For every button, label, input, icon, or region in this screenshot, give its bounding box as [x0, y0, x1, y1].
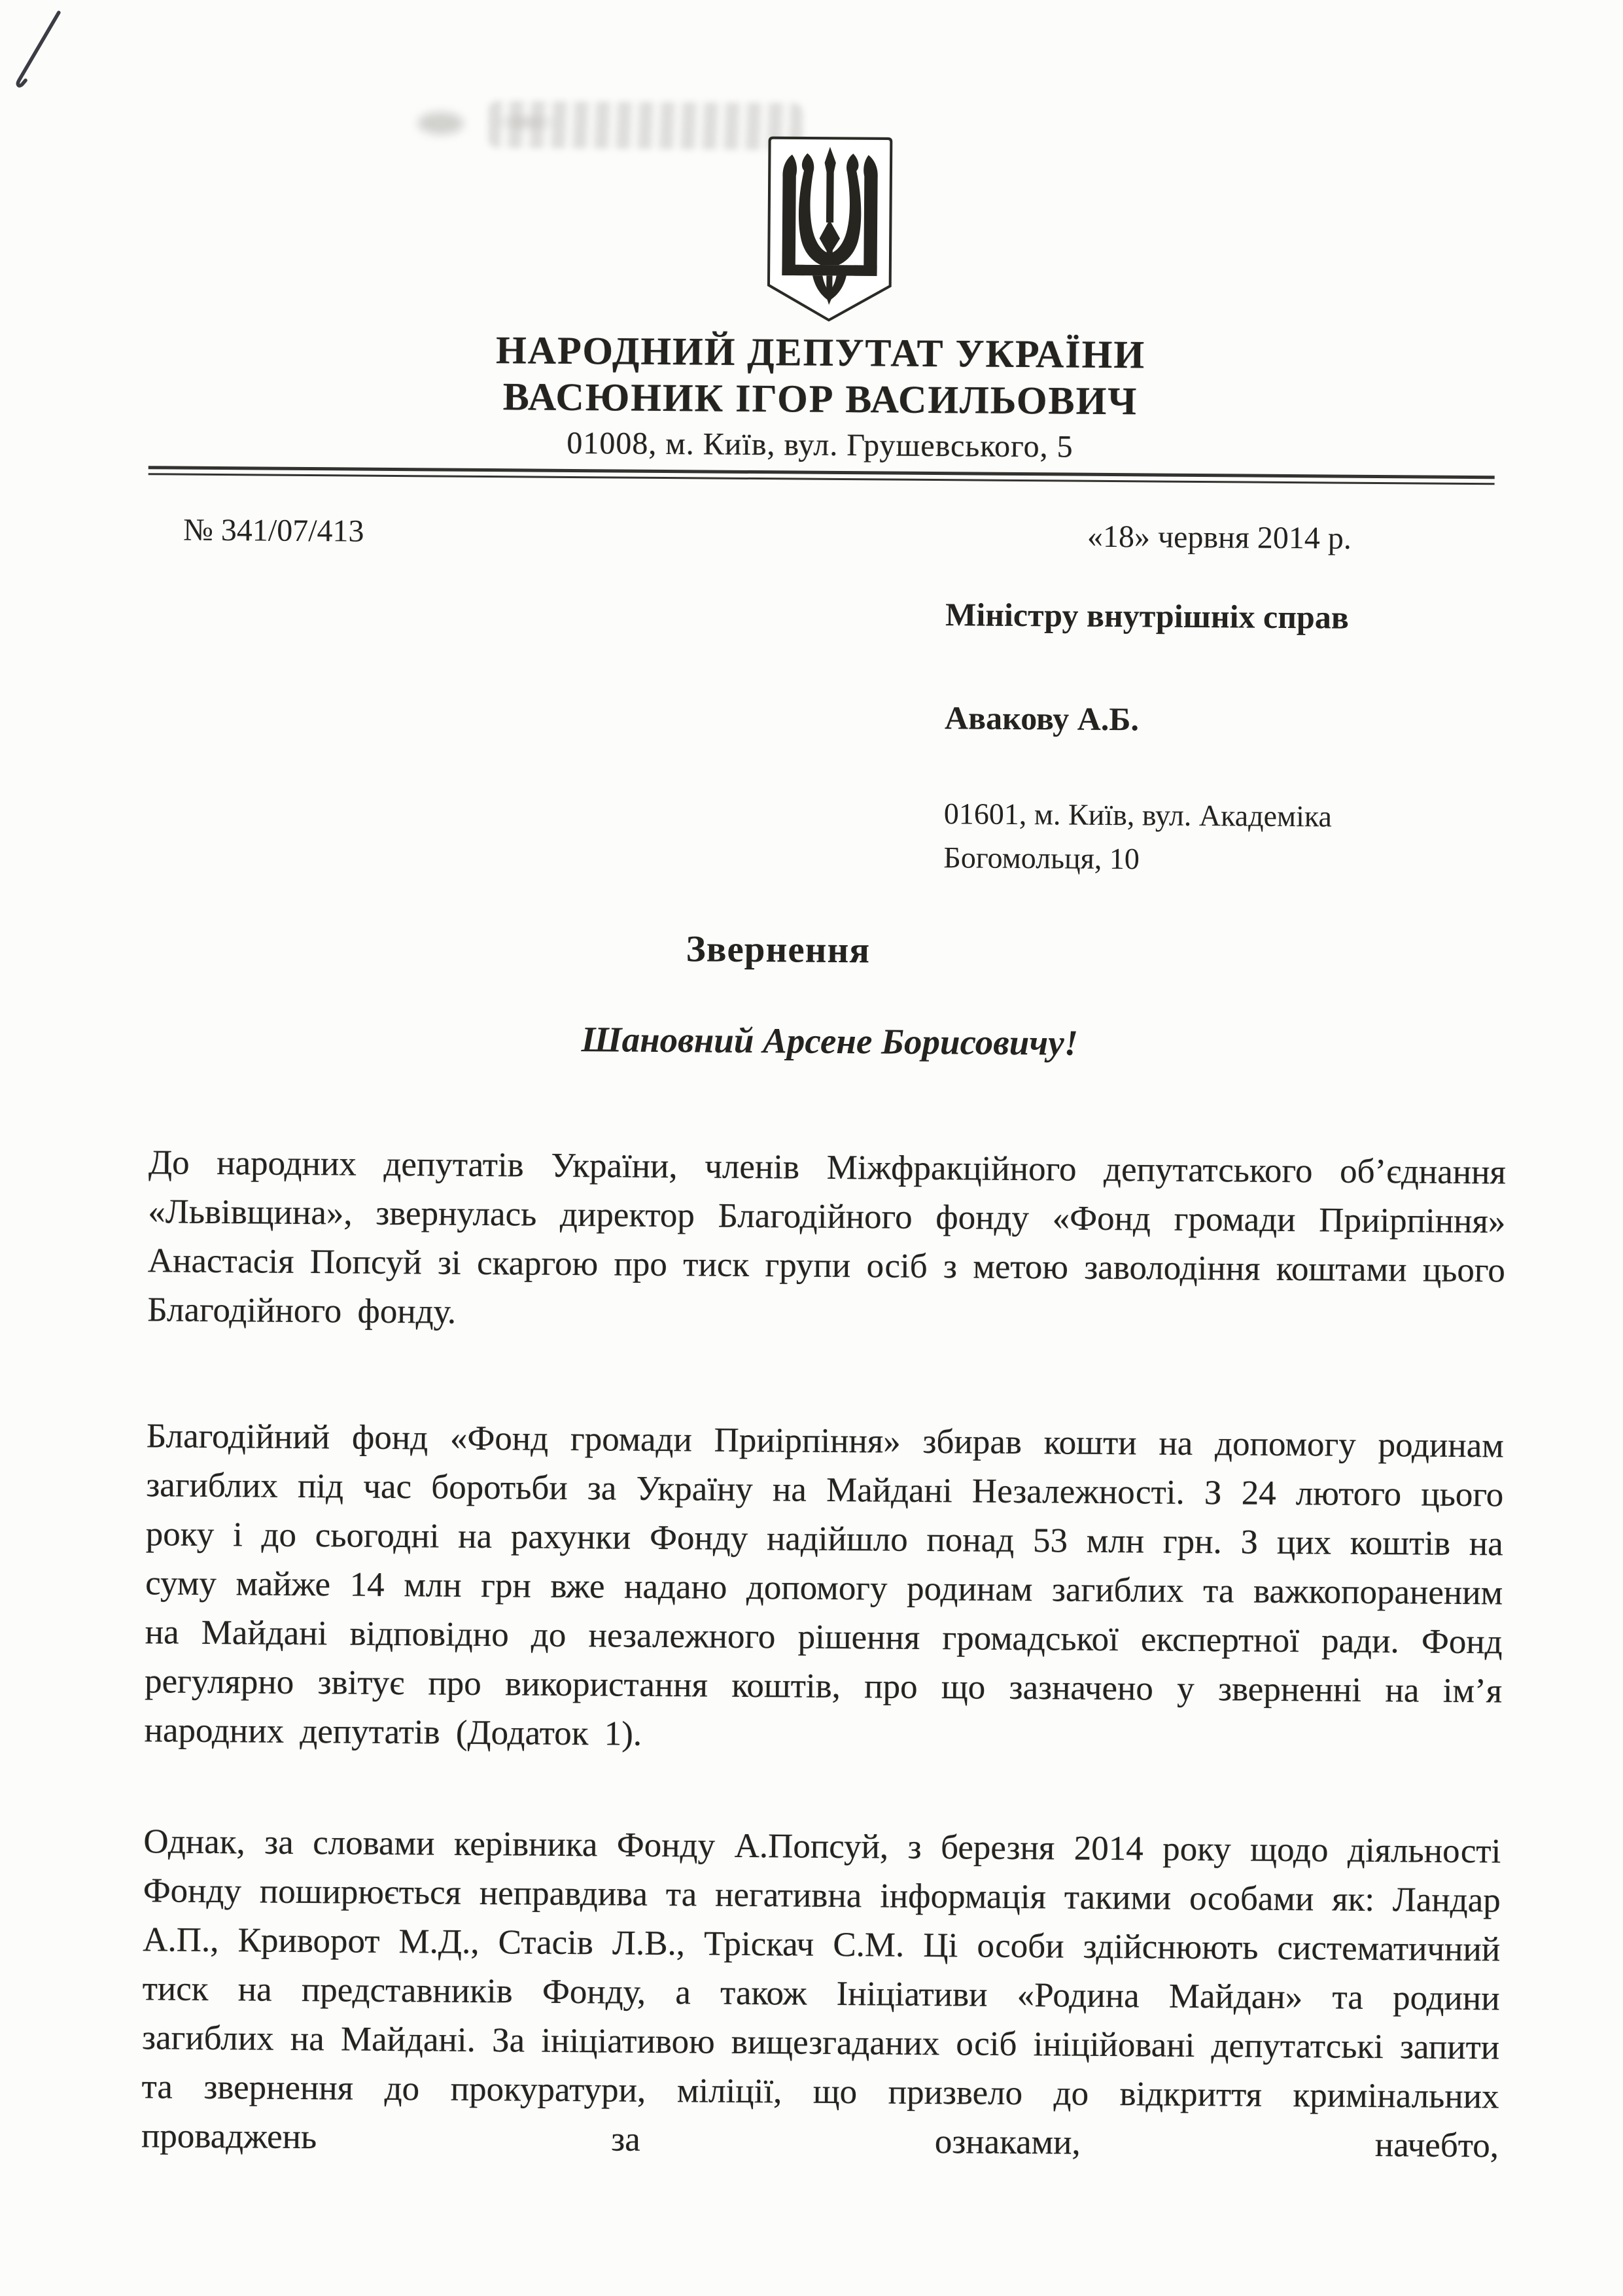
body-paragraph: До народних депутатів України, членів Міжфракційного депутатського об’єднання «Львівщина», звернулась директор Благодійного фонду «Фонд громади Приірпіння» Анастасія Попсуй зі скаргою про тиск групи осіб з метою заволодіння коштами цього Благодійного фонду. [147, 1143, 1507, 1331]
reference-number: № 341/07/413 [183, 512, 364, 549]
letter-date: «18» червня 2014 р. [1087, 519, 1352, 556]
body-paragraph: Однак, за словами керівника Фонду А.Попсуй, з березня 2014 року щодо діяльності Фонду поширюється неправдива та негативна інформація такими особами як: Ландар А.П., Криворот М.Д., Стасів Л.В., Тріскач С.М. Ці особи здійснюють систематичний тиск на представників Фонду, а також Ініціативи «Родина Майдан» та родини загиблих на Майдані. За ініціативою вищезгаданих осіб ініційовані депутатські запити та звернення до прокуратури, міліції, що призвело до відкриття кримінальних проваджень за ознаками, начебто, [141, 1822, 1501, 2165]
ukraine-trident-emblem-icon [761, 134, 898, 325]
recipient-title: Міністру внутрішніх справ [945, 596, 1350, 636]
letter-body [141, 1138, 1506, 2170]
recipient-name: Авакову А.Б. [944, 699, 1140, 737]
letterhead-name-line2: ВАСЮНИК ІГОР ВАСИЛЬОВИЧ [502, 375, 1138, 423]
recipient-block [943, 596, 1349, 878]
letterhead-divider [148, 466, 1495, 485]
letterhead-address: 01008, м. Київ, вул. Грушевського, 5 [567, 425, 1073, 464]
letterhead-name-line1: НАРОДНИЙ ДЕПУТАТ УКРАЇНИ [495, 328, 1146, 377]
recipient-address-line1: 01601, м. Київ, вул. Академіка [943, 797, 1333, 833]
scan-smudge-small [418, 112, 464, 135]
letter-title: Звернення [686, 928, 871, 971]
recipient-address-line2: Богомольця, 10 [943, 841, 1140, 876]
pen-mark-icon [3, 2, 82, 101]
salutation: Шановний Арсене Борисовичу! [581, 1019, 1079, 1063]
scan-smudge [488, 101, 803, 150]
body-paragraph: Благодійний фонд «Фонд громади Приірпіння» збирав кошти на допомогу родинам загиблих під час боротьби за Україну на Майдані Незалежності. З 24 лютого цього року і до сьогодні на рахунки Фонду надійшло понад 53 млн грн. З цих коштів на суму майже 14 млн грн вже надано допомогу родинам загиблих та важкопораненим на Майдані відповідно до незалежного рішення громадської експертної ради. Фонд регулярно звітує про використання коштів, про що зазначено у зверненні на ім’я народних депутатів (Додаток 1). [144, 1417, 1505, 1753]
